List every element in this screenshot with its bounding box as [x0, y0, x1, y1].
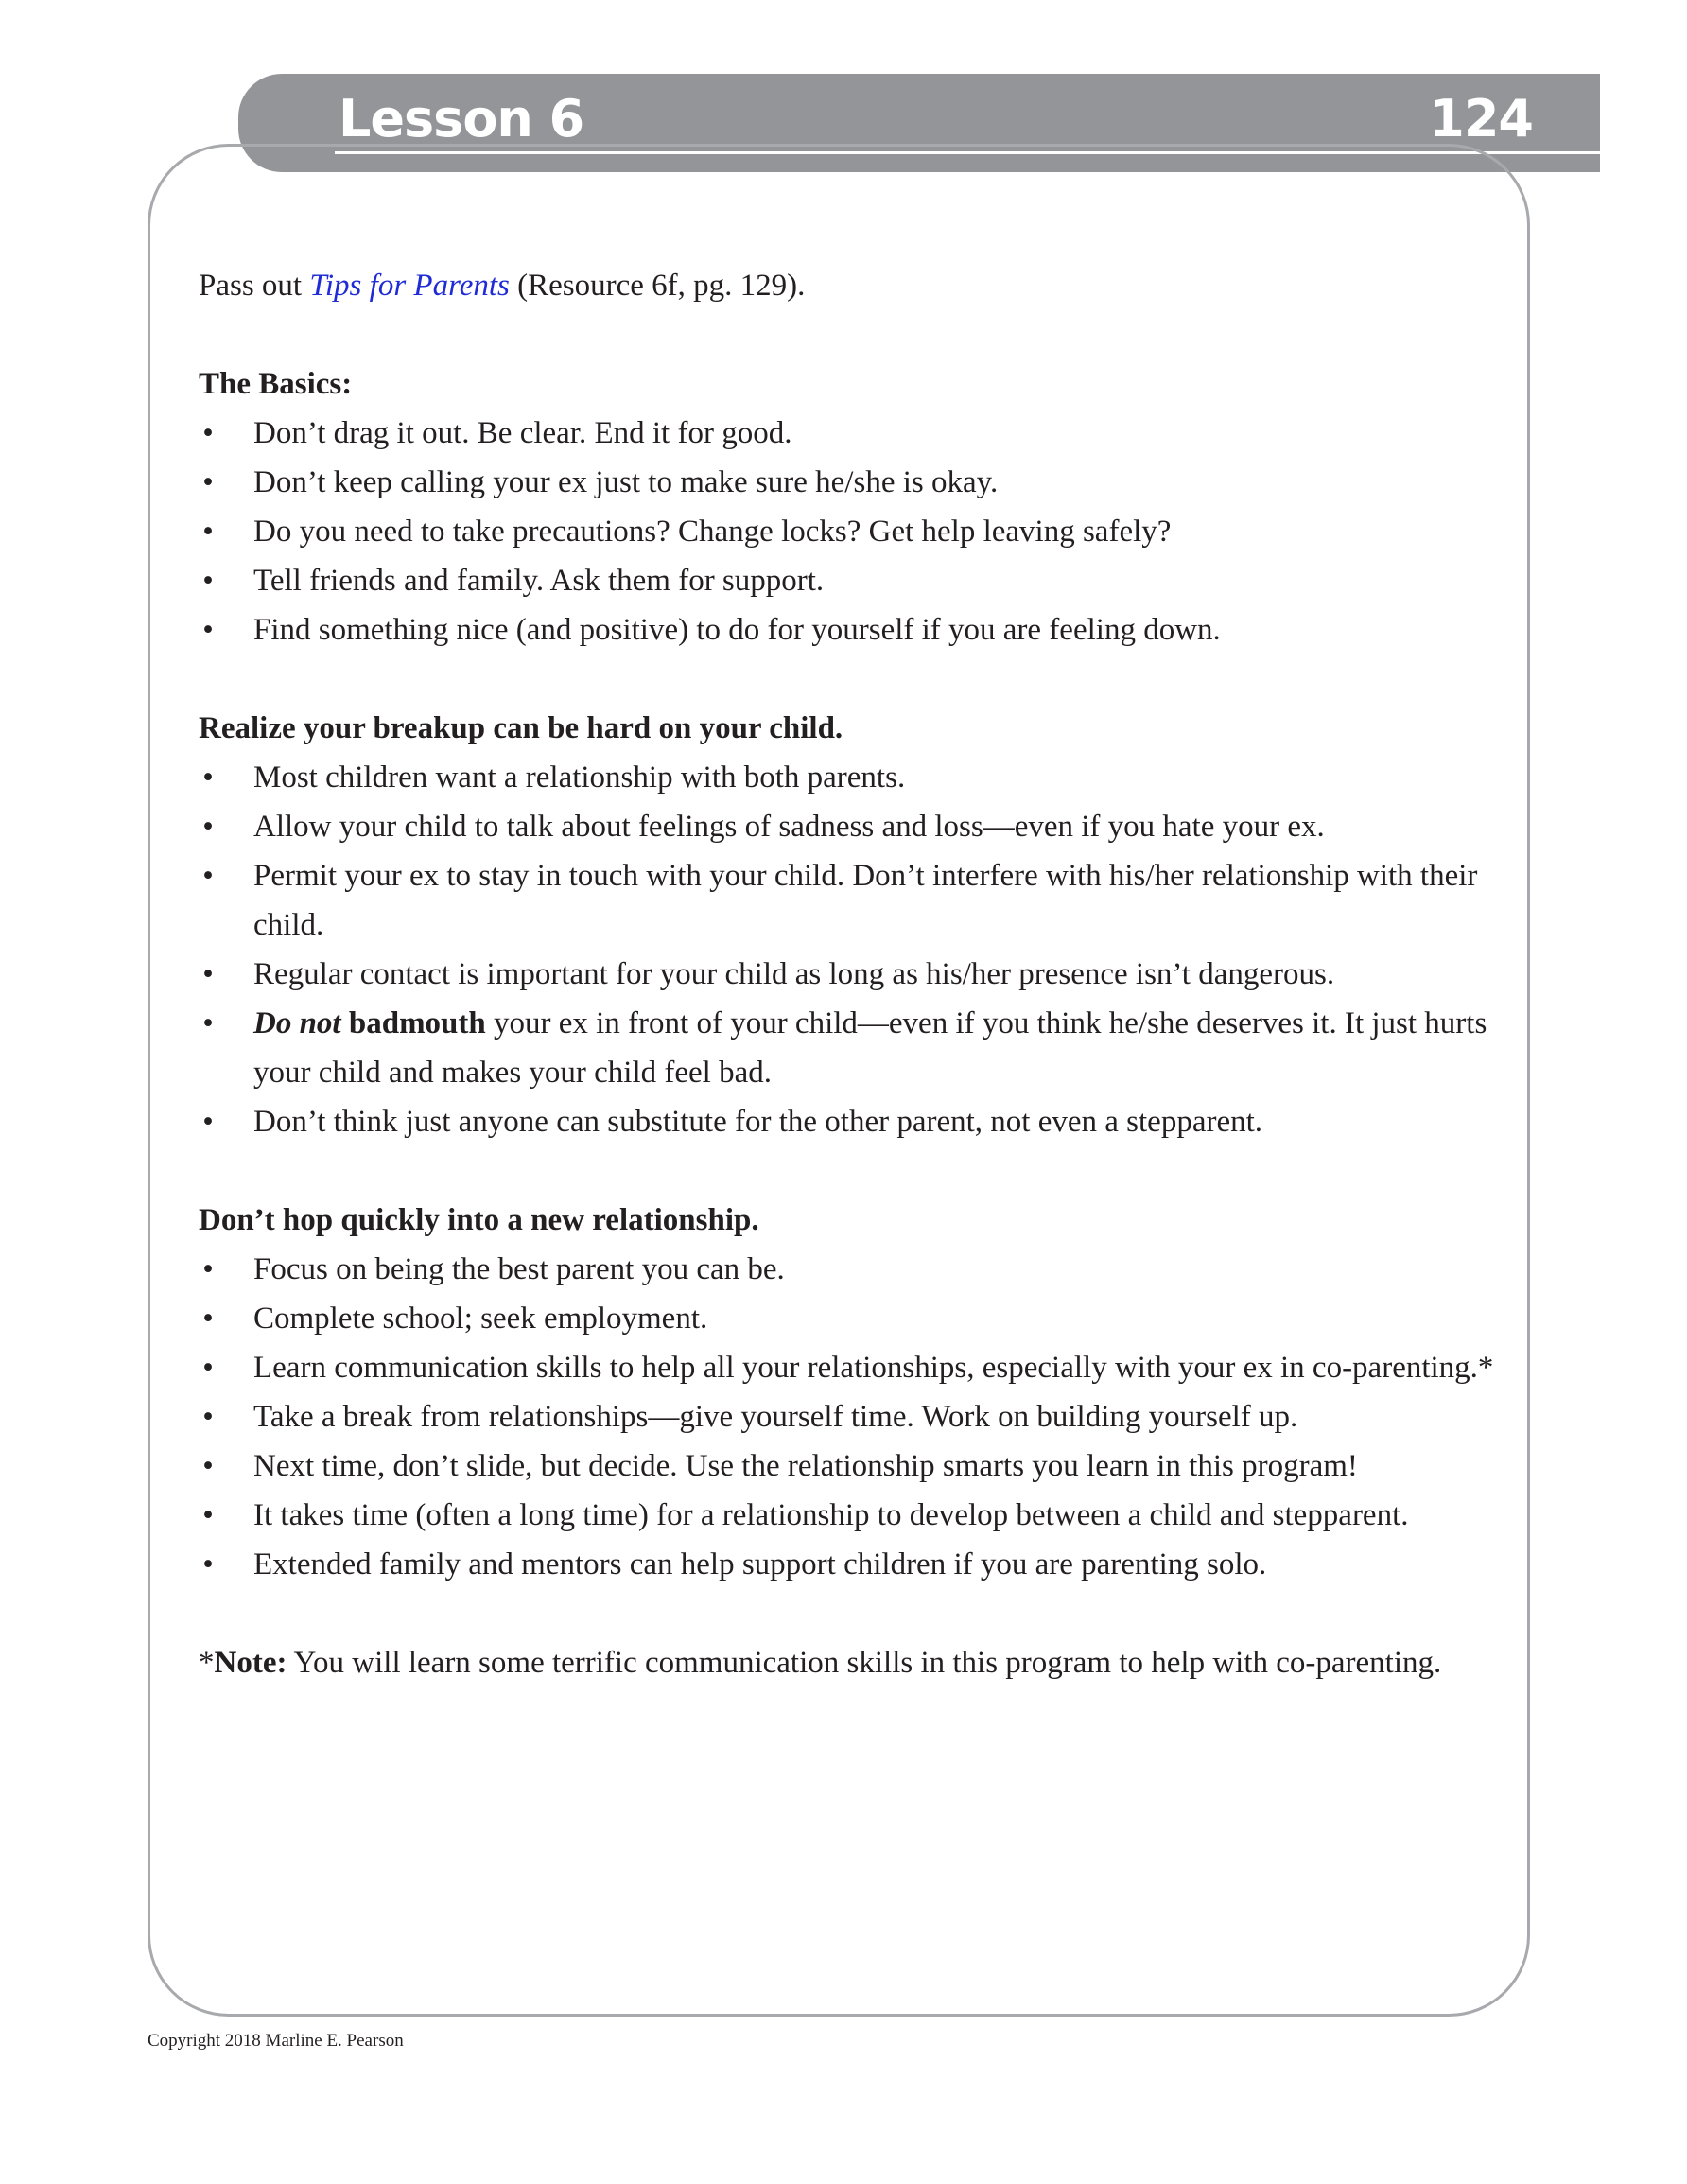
bullet-icon: •: [202, 859, 214, 893]
section-heading-child: Realize your breakup can be hard on your child.: [199, 711, 844, 745]
bullet-icon: •: [202, 1547, 214, 1581]
list-item: • Don’t think just anyone can substitute for the other parent, not even a stepparent.: [199, 1097, 1504, 1146]
list-item: • Extended family and mentors can help support children if you are parenting solo.: [199, 1540, 1504, 1589]
bullet-icon: •: [202, 1449, 214, 1483]
bullet-icon: •: [202, 416, 214, 450]
note-asterisk: *: [199, 1646, 215, 1680]
intro-prefix: Pass out: [199, 269, 310, 303]
bullet-icon: •: [202, 760, 214, 795]
list-item: • Allow your child to talk about feelings of sadness and loss—even if you hate your ex.: [199, 802, 1504, 851]
footnote: [199, 1638, 1504, 1687]
bullet-icon: •: [202, 810, 214, 844]
list-item: • Find something nice (and positive) to do for yourself if you are feeling down.: [199, 605, 1504, 655]
intro-suffix: (Resource 6f, pg. 129).: [509, 269, 806, 303]
list-item: • Do you need to take precautions? Change locks? Get help leaving safely?: [199, 507, 1504, 556]
bullet-icon: •: [202, 1105, 214, 1139]
list-item: • Don’t drag it out. Be clear. End it for good.: [199, 409, 1504, 458]
bullet-icon: •: [202, 1006, 214, 1040]
bullet-icon: •: [202, 1498, 214, 1532]
lesson-title: Lesson 6: [339, 89, 584, 149]
section-heading-basics: The Basics:: [199, 367, 353, 401]
bullet-icon: •: [202, 465, 214, 499]
bullet-icon: •: [202, 1351, 214, 1385]
list-item: • Permit your ex to stay in touch with your child. Don’t interfere with his/her relationship with their child.: [199, 851, 1504, 950]
page-number: 124: [1429, 89, 1533, 149]
list-item: • Regular contact is important for your child as long as his/her presence isn’t dangerous.: [199, 950, 1504, 999]
section-heading-relationship: Don’t hop quickly into a new relationship.: [199, 1203, 759, 1237]
list-item: • Take a break from relationships—give yourself time. Work on building yourself up.: [199, 1392, 1504, 1441]
bullet-icon: •: [202, 957, 214, 991]
relationship-list: [199, 1245, 1504, 1589]
bullet-icon: •: [202, 1252, 214, 1286]
child-list: [199, 753, 1504, 1146]
copyright-notice: Copyright 2018 Marline E. Pearson: [148, 2031, 404, 2051]
badmouth-emphasis: badmouth: [348, 1006, 486, 1040]
bullet-icon: •: [202, 515, 214, 549]
list-item: • Most children want a relationship with both parents.: [199, 753, 1504, 802]
lesson-content: [199, 261, 1504, 1687]
list-item: • Next time, don’t slide, but decide. Use the relationship smarts you learn in this program!: [199, 1441, 1504, 1491]
list-item: • It takes time (often a long time) for a relationship to develop between a child and stepparent.: [199, 1491, 1504, 1540]
list-item: • Do not badmouth your ex in front of your child—even if you think he/she deserves it. It just hurts your child and makes your child feel bad.: [199, 999, 1504, 1097]
note-label: Note:: [214, 1646, 287, 1680]
list-item: • Learn communication skills to help all your relationships, especially with your ex in co-parenting.*: [199, 1343, 1504, 1392]
list-item: • Don’t keep calling your ex just to make sure he/she is okay.: [199, 458, 1504, 507]
bullet-icon: •: [202, 1400, 214, 1434]
bullet-icon: •: [202, 564, 214, 598]
note-text: You will learn some terrific communication skills in this program to help with co-parenting.: [287, 1646, 1442, 1680]
list-item: • Tell friends and family. Ask them for support.: [199, 556, 1504, 605]
intro-paragraph: [199, 261, 1504, 310]
basics-list: [199, 409, 1504, 655]
do-not-emphasis: Do not: [253, 1006, 341, 1040]
bullet-icon: •: [202, 613, 214, 647]
list-item: • Focus on being the best parent you can be.: [199, 1245, 1504, 1294]
tips-for-parents-link[interactable]: Tips for Parents: [309, 269, 510, 303]
list-item: • Complete school; seek employment.: [199, 1294, 1504, 1343]
bullet-icon: •: [202, 1302, 214, 1336]
